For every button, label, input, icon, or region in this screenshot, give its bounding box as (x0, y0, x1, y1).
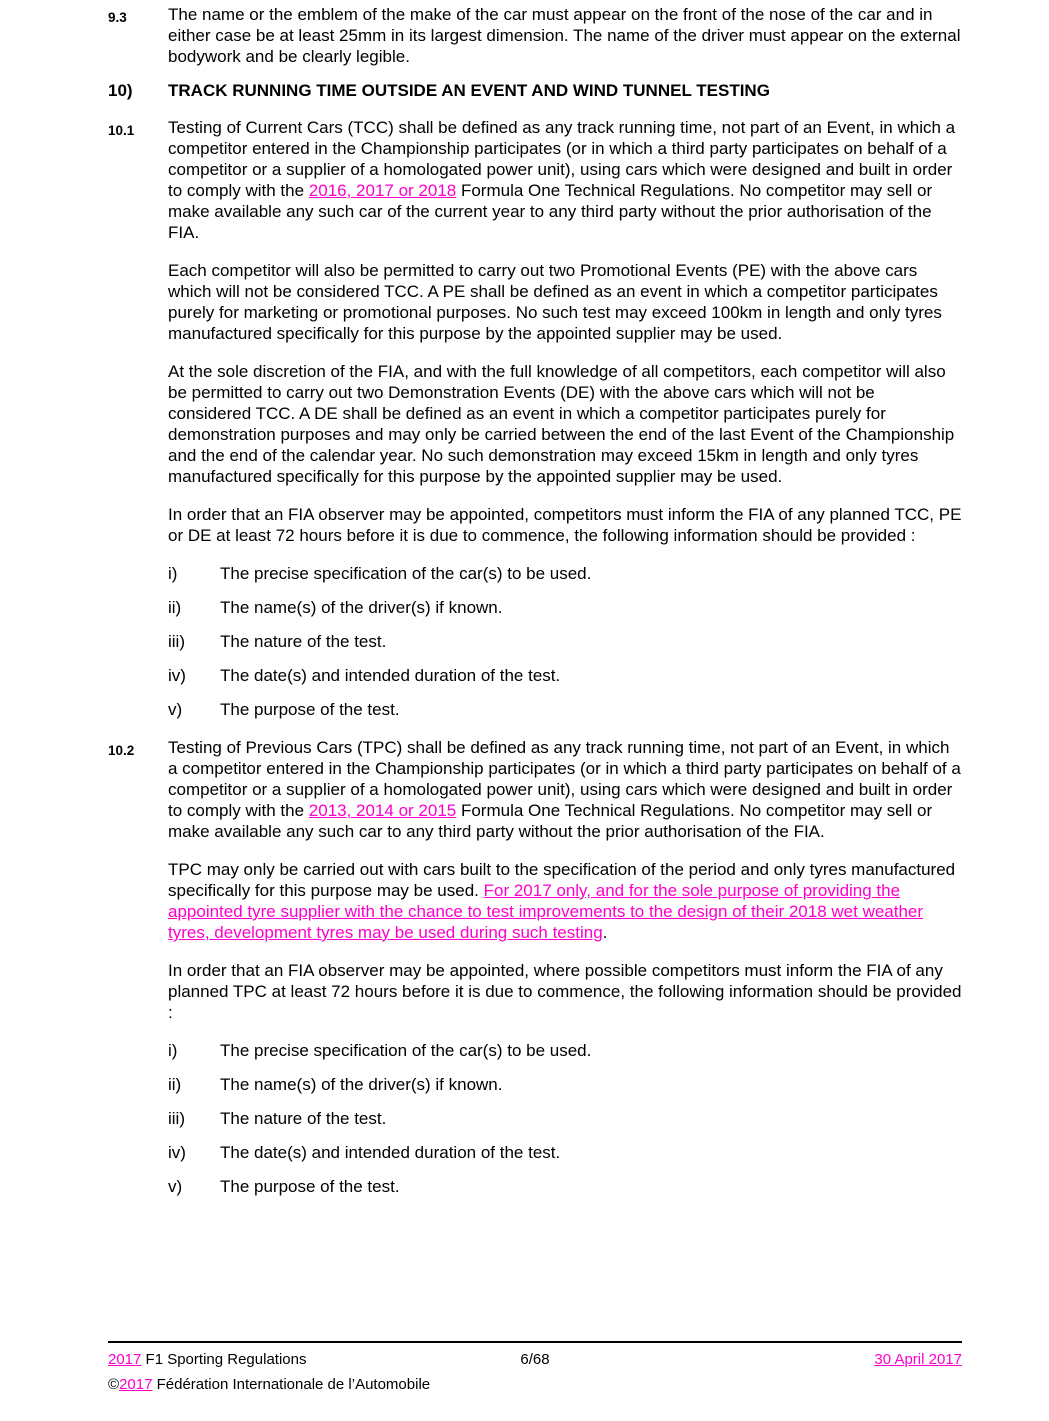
paragraph-fia-observer: In order that an FIA observer may be appointed, where possible competitors must inform the FIA of any planned TPC at least 72 hours before it is due to commence, the following information should be provided : (168, 961, 962, 1022)
paragraph-tpc-tyres (168, 859, 962, 943)
copyright-year-link[interactable]: 2017 (119, 1376, 153, 1393)
information-list (168, 1040, 962, 1197)
list-item (168, 1176, 962, 1197)
paragraph-promotional-events: Each competitor will also be permitted to carry out two Promotional Events (PE) with the above cars which will not be considered TCC. A PE shall be defined as an event in which a competitor participates purely for marketing or promotional purposes. No such test may exceed 100km in length and only tyres manufactured specifically for this purpose by the appointed supplier may be used. (168, 261, 942, 343)
list-item-text: The date(s) and intended duration of the test. (220, 1143, 561, 1162)
list-item-text: The precise specification of the car(s) to be used. (220, 564, 592, 583)
section-content (168, 4, 962, 67)
footer-year-link[interactable]: 2017 (108, 1351, 142, 1368)
heading-10 (108, 80, 962, 101)
text-segment: Formula One Technical Regulations. No competitor may sell or make available any such car to any third party without the prior authorisation of the FIA. (168, 801, 933, 841)
list-item (168, 1142, 962, 1163)
section-number: 10.1 (108, 123, 135, 138)
text-segment: . (602, 923, 608, 942)
list-item-text: The date(s) and intended duration of the test. (220, 666, 561, 685)
section-number: 9.3 (108, 10, 127, 25)
list-item-label: v) (168, 700, 183, 719)
list-item-text: The nature of the test. (220, 1109, 387, 1128)
footer-line-1 (108, 1351, 962, 1369)
page-footer (108, 1341, 962, 1394)
section-number: 10) (108, 81, 133, 100)
list-item-text: The nature of the test. (220, 632, 387, 651)
information-list (168, 563, 962, 720)
list-item-text: The name(s) of the driver(s) if known. (220, 598, 503, 617)
list-item-label: iii) (168, 1109, 185, 1128)
list-item-text: The precise specification of the car(s) to be used. (220, 1041, 592, 1060)
text-segment: Testing of Previous Cars (TPC) shall be defined as any track running time, not part of an Event, in which a competitor entered in the Championship participates (or in which a third party participates on behalf of a competitor or a supplier of a homologated power unit), using cars which were designed and built in order to comply with the (168, 738, 961, 820)
footer-title-text: F1 Sporting Regulations (141, 1351, 307, 1368)
paragraph-tcc-definition (168, 117, 962, 243)
list-item (168, 563, 962, 584)
text-segment: Testing of Current Cars (TCC) shall be defined as any track running time, not part of an Event, in which a competitor entered in the Championship participates (or in which a third party participates on behalf of a competitor or a supplier of a homologated power unit), using cars which were designed and built in order to comply with the (168, 118, 956, 200)
section-number: 10.2 (108, 743, 135, 758)
footer-page-number: 6/68 (520, 1351, 550, 1368)
list-item-text: The purpose of the test. (220, 1177, 400, 1196)
regulations-years-link[interactable]: 2016, 2017 or 2018 (308, 181, 457, 200)
regulations-years-link[interactable]: 2013, 2014 or 2015 (308, 801, 457, 820)
list-item (168, 1108, 962, 1129)
list-item-label: ii) (168, 598, 182, 617)
list-item-text: The name(s) of the driver(s) if known. (220, 1075, 503, 1094)
list-item-label: iii) (168, 632, 185, 651)
list-item (168, 597, 962, 618)
paragraph-fia-observer: In order that an FIA observer may be appointed, competitors must inform the FIA of any planned TCC, PE or DE at least 72 hours before it is due to commence, the following information should be provided : (168, 505, 962, 545)
list-item-text: The purpose of the test. (220, 700, 400, 719)
section-10-1 (108, 117, 962, 720)
list-item-label: i) (168, 564, 178, 583)
footer-date-link[interactable]: 30 April 2017 (874, 1351, 962, 1368)
text-segment: TPC may only be carried out with cars built to the specification of the period and only tyres manufactured specifically for this purpose may be used. (168, 860, 956, 900)
section-10-2 (108, 737, 962, 1197)
list-item (168, 631, 962, 652)
list-item (168, 1040, 962, 1061)
list-item (168, 665, 962, 686)
list-item (168, 1074, 962, 1095)
text-segment: Formula One Technical Regulations. No competitor may sell or make available any such car of the current year to any third party without the prior authorisation of the FIA. (168, 181, 933, 242)
paragraph: The name or the emblem of the make of the car must appear on the front of the nose of the car and in either case be at least 25mm in its largest dimension. The name of the driver must appear on the external bodywork and be clearly legible. (168, 5, 961, 66)
list-item-label: iv) (168, 1143, 186, 1162)
section-9-3 (108, 4, 962, 67)
section-content (168, 737, 962, 1197)
document-body (108, 4, 962, 1214)
paragraph-demonstration-events: At the sole discretion of the FIA, and with the full knowledge of all competitors, each competitor will also be permitted to carry out two Demonstration Events (DE) with the above cars which will not be considered TCC. A DE shall be defined as an event in which a competitor participates purely for demonstration purposes and may only be carried between the end of the last Event of the Championship and the end of the calendar year. No such demonstration may exceed 15km in length and only tyres manufactured specifically for this purpose by the appointed supplier may be used. (168, 362, 955, 486)
list-item-label: v) (168, 1177, 183, 1196)
copyright-symbol: © (108, 1376, 120, 1393)
list-item-label: ii) (168, 1075, 182, 1094)
footer-line-2 (108, 1376, 962, 1394)
list-item-label: i) (168, 1041, 178, 1060)
list-item-label: iv) (168, 666, 186, 685)
copyright-text: Fédération Internationale de l’Automobile (152, 1376, 431, 1393)
section-content (168, 117, 962, 720)
tyre-testing-clause-link[interactable]: For 2017 only, and for the sole purpose of providing the appointed tyre supplier with the chance to test improvements to the design of their 2018 wet weather tyres, development tyres may be used during such testing (168, 881, 924, 942)
section-heading: TRACK RUNNING TIME OUTSIDE AN EVENT AND WIND TUNNEL TESTING (168, 81, 770, 100)
list-item (168, 699, 962, 720)
paragraph-tpc-definition (168, 737, 962, 842)
